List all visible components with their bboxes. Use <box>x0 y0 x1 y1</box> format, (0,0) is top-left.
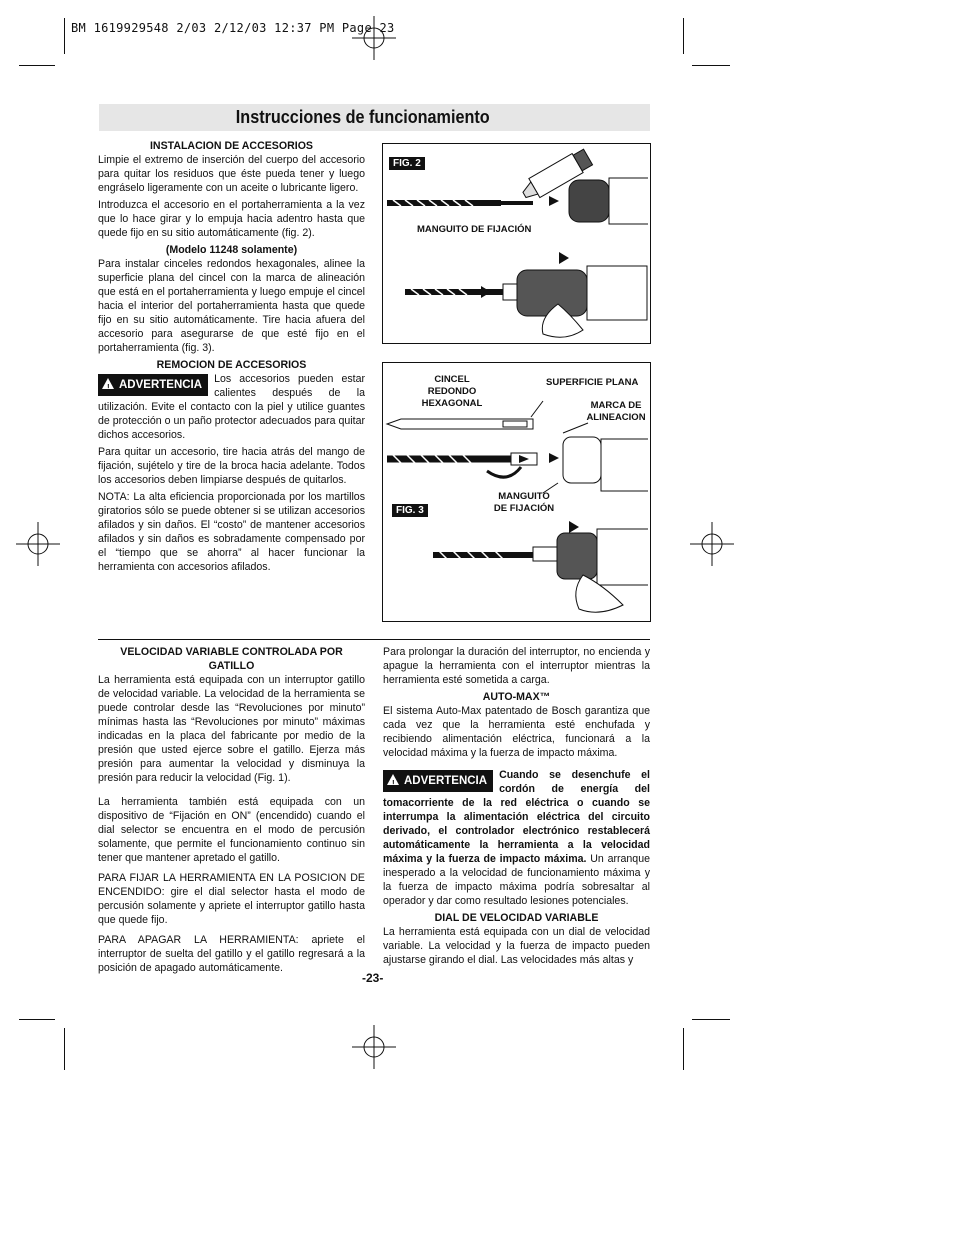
crop-mark <box>692 65 730 66</box>
paragraph: La herramienta está equipada con un interruptor gatillo de velocidad variable. La velocidad de la herramienta se puede controlar desde las “Revoluciones por minuto” mínimas hasta las “Revoluciones por minuto” máximas indicadas en la placa del fabricante por medio de la presión que usted ejerce sobre el gatillo. Ejerza más presión para aumentar la velocidad y disminuya la presión para reducir la velocidad (Fig. 1). <box>98 674 365 784</box>
crop-mark <box>692 1019 730 1020</box>
heading-install: INSTALACION DE ACCESORIOS <box>149 140 314 152</box>
figure-tag: FIG. 2 <box>389 157 425 170</box>
paragraph: PARA FIJAR LA HERRAMIENTA EN LA POSICION DE ENCENDIDO: gire el dial selector hasta el modo de percusión solamente y apriete el interruptor gatillo hasta que quede fijo. <box>98 872 365 926</box>
figure-label-flat: SUPERFICIE PLANA <box>546 377 639 388</box>
paragraph: El sistema Auto-Max patentado de Bosch garantiza que cada vez que la herramienta esté enchufada y recibiendo alimentación eléctrica, funcionará a la velocidad máxima y la fuerza de impacto máxima. <box>383 705 650 759</box>
registration-mark-icon <box>350 14 398 62</box>
warning-triangle-icon: ! <box>102 378 114 389</box>
registration-mark-icon <box>14 520 62 568</box>
warning-badge: ! ADVERTENCIA <box>383 770 493 792</box>
figure-label-mark: MARCA DE ALINEACION <box>586 400 646 423</box>
left-column-top <box>98 139 365 577</box>
heading-dial: DIAL DE VELOCIDAD VARIABLE <box>434 912 599 924</box>
chisel-insertion-illustration <box>383 363 648 619</box>
figure-3 <box>382 362 651 622</box>
figure-label-sleeve: MANGUITO DE FIJACIÓN <box>493 491 555 514</box>
paragraph: Para instalar cinceles redondos hexagonales, alinee la superficie plana del cincel con la marca de alineación que está en el portaherramienta y luego empuje el cincel hacia el interior del portaherramienta hasta que quede fijo en su sitio automáticamente. Tire hacia afuera del accesorio para asegurarse de que esté fijo en el portaherramienta (fig. 3). <box>98 258 365 354</box>
warning-paragraph: ! ADVERTENCIA Cuando se desenchufe el cordón de energía del tomacorriente de la red eléctrica o cuando se interrumpa la alimentación eléctrica del circuito derivado, el controlador electrónico restablecerá automáticamente la herramienta a la velocidad máxima y la fuerza de impacto máxima. Un arranque inesperado a la velocidad de funcionamiento máxima y la fuerza de impacto máxima podría sobresaltar al operador y dar como resultado lesiones potenciales. <box>383 769 650 907</box>
page-title: Instrucciones de funcionamiento <box>235 107 490 127</box>
paragraph: NOTA: La alta eficiencia proporcionada por los martillos giratorios sólo se puede obtener si se utilizan accesorios afilados y sin daños. El “costo” de mantener accesorios afilados y sin daños es sobradamente compensado por el “tiempo que se ahorra” al hacer funcionar la herramienta con accesorios afilados. <box>98 491 365 573</box>
registration-mark-icon <box>350 1023 398 1071</box>
paragraph: Para quitar un accesorio, tire hacia atrás del mango de fijación, sujételo y tire de la broca hacia adelante. Todos los accesorios deben limpiarse después de quitarlos. <box>98 446 365 486</box>
registration-mark-icon <box>688 520 736 568</box>
figure-label: MANGUITO DE FIJACIÓN <box>417 224 532 235</box>
right-column-bottom <box>383 645 650 970</box>
crop-mark <box>19 1019 55 1020</box>
crop-mark <box>19 65 55 66</box>
paragraph: Limpie el extremo de inserción del cuerpo del accesorio para quitar los residuos que éste pueda tener y luego engráselo ligeramente con un aceite o lubricante ligero. <box>98 154 365 194</box>
paragraph: Para prolongar la duración del interruptor, no encienda y apague la herramienta con el interruptor mientras la herramienta esté sometida a carga. <box>383 646 650 686</box>
paragraph: Introduzca el accesorio en el portaherramienta a la vez que lo hace girar y lo empuja hacia adentro hasta que quede fijo en su sitio automáticamente (fig. 2). <box>98 199 365 239</box>
crop-mark <box>64 1028 65 1070</box>
heading-remove: REMOCION DE ACCESORIOS <box>156 359 307 371</box>
warning-triangle-icon: ! <box>387 774 399 785</box>
figure-2 <box>382 143 651 344</box>
figure-tag: FIG. 3 <box>392 504 428 517</box>
figure-label-chisel: CINCEL REDONDO HEXAGONAL <box>421 374 483 409</box>
heading-model: (Modelo 11248 solamente) <box>165 244 298 256</box>
heading-automax: AUTO-MAX™ <box>482 691 551 703</box>
paragraph: La herramienta está equipada con un dial de velocidad variable. La velocidad y la fuerza de impacto pueden ajustarse girando el dial. Las velocidades más altas y <box>383 926 650 966</box>
page-number: -23- <box>362 971 384 985</box>
heading-speed: VELOCIDAD VARIABLE CONTROLADA POR GATILLO <box>120 646 343 672</box>
paragraph: La herramienta también está equipada con un dispositivo de “Fijación en ON” (encendido) cuando el dial selector se encuentra en el modo de percusión solamente, que permite el funcionamiento continuo sin tener que mantener apretado el gatillo. <box>98 796 365 864</box>
crop-mark <box>683 1028 684 1070</box>
warning-badge: ! ADVERTENCIA <box>98 374 208 396</box>
crop-mark <box>683 18 684 54</box>
paragraph: PARA APAGAR LA HERRAMIENTA: apriete el interruptor de suelta del gatillo y el gatillo regresará a la posición de apagado automáticamente. <box>98 934 365 974</box>
left-column-bottom <box>98 645 365 978</box>
drill-bit-insertion-illustration <box>383 144 648 341</box>
section-divider <box>98 639 650 640</box>
warning-paragraph: ! ADVERTENCIA Los accesorios pueden estar calientes después de la utilización. Evite el contacto con la piel y utilice guantes de protección o un paño protector adecuados para quitar dichos accesorios. <box>98 373 365 441</box>
crop-mark <box>64 18 65 54</box>
print-slug: BM 1619929548 2/03 2/12/03 12:37 PM Page 23 <box>71 21 395 35</box>
section-title-bar <box>99 104 650 131</box>
